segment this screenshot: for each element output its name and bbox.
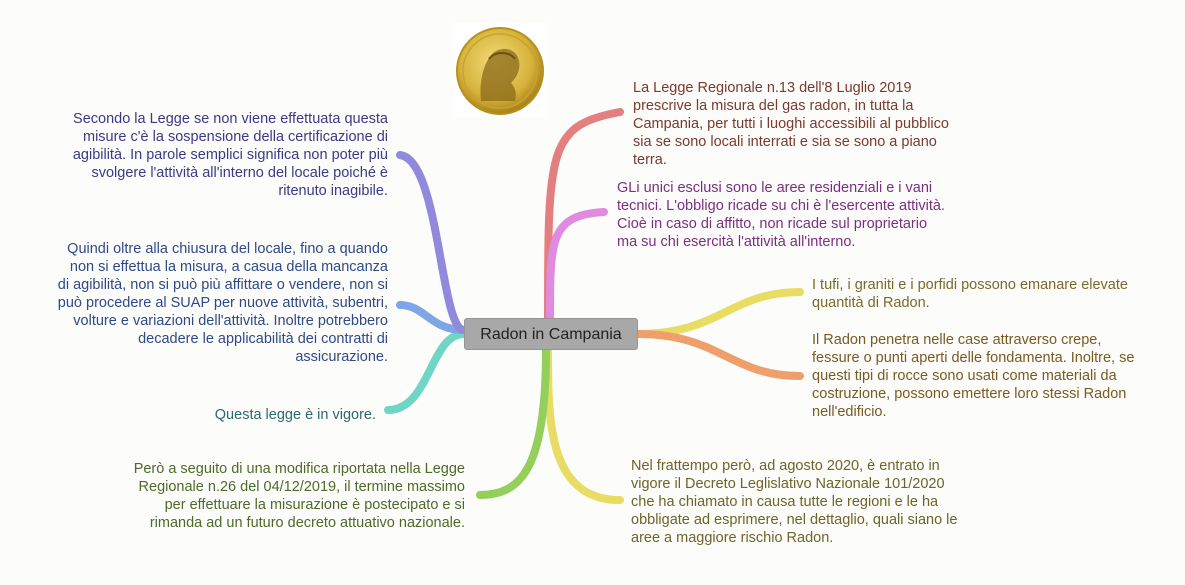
branch-orange bbox=[638, 334, 800, 376]
gold-coin-portrait-icon bbox=[453, 23, 547, 118]
branch-yellow-bottom bbox=[548, 350, 620, 500]
branch-yellow-top bbox=[638, 292, 800, 334]
branch-green bbox=[480, 350, 546, 495]
node-esclusi[interactable]: GLi unici esclusi sono le aree residenziali e i vani tecnici. L'obbligo ricade su chi è l'esercente attività. Cioè in caso di affitto, non ricade sul proprietario ma su chi esercità l'attività all'interno. bbox=[617, 180, 945, 250]
logo-frame bbox=[453, 23, 547, 118]
node-chiusura-locale[interactable]: Quindi oltre alla chiusura del locale, fino a quando non si effettua la misura, a casua della mancanza di agibilità, non si può più affittare o vendere, non si può procedere al SUAP per nuove attività, subentri, volture e variazioni dell'attività. Inoltre potrebbero decadere le applicabilità dei contratti di assicurazione. bbox=[57, 241, 388, 365]
node-legge-regionale-26[interactable]: Però a seguito di una modifica riportata nella Legge Regionale n.26 del 04/12/2019, il termine massimo per effettuare la misurazione è postecipato e si rimanda ad un futuro decreto attuativo nazionale. bbox=[133, 461, 465, 531]
branch-teal bbox=[388, 334, 464, 410]
node-legge-in-vigore[interactable]: Questa legge è in vigore. bbox=[214, 407, 376, 423]
branch-violet bbox=[550, 212, 604, 318]
node-sospensione-agibilita[interactable]: Secondo la Legge se non viene effettuata questa misure c'è la sospensione della certificazione di agibilità. In parole semplici significa non poter più svolgere l'attività all'interno del locale poiché è ritenuto inagibile. bbox=[72, 111, 388, 199]
central-topic[interactable]: Radon in Campania bbox=[464, 318, 638, 350]
node-tufi-graniti-porfidi[interactable]: I tufi, i graniti e i porfidi possono emanare elevate quantità di Radon. bbox=[812, 277, 1128, 311]
node-decreto-101-2020[interactable]: Nel frattempo però, ad agosto 2020, è entrato in vigore il Decreto Leglislativo Nazionale 101/2020 che ha chiamato in causa tutte le regioni e le ha obbligate ad esprimere, nel dettaglio, quali siano le aree a maggiore rischio Radon. bbox=[631, 458, 958, 546]
node-radon-penetra[interactable]: Il Radon penetra nelle case attraverso crepe, fessure o punti aperti delle fondamenta. Inoltre, se questi tipi di rocce sono usati come materiali da costruzione, possono emettere loro stessi Radon nell'edificio. bbox=[812, 332, 1135, 420]
node-legge-regionale-13[interactable]: La Legge Regionale n.13 dell'8 Luglio 2019 prescrive la misura del gas radon, in tutta la Campania, per tutti i luoghi accessibili al pubblico sia se sono locali interrati e sia se sono a piano terra. bbox=[633, 80, 949, 168]
